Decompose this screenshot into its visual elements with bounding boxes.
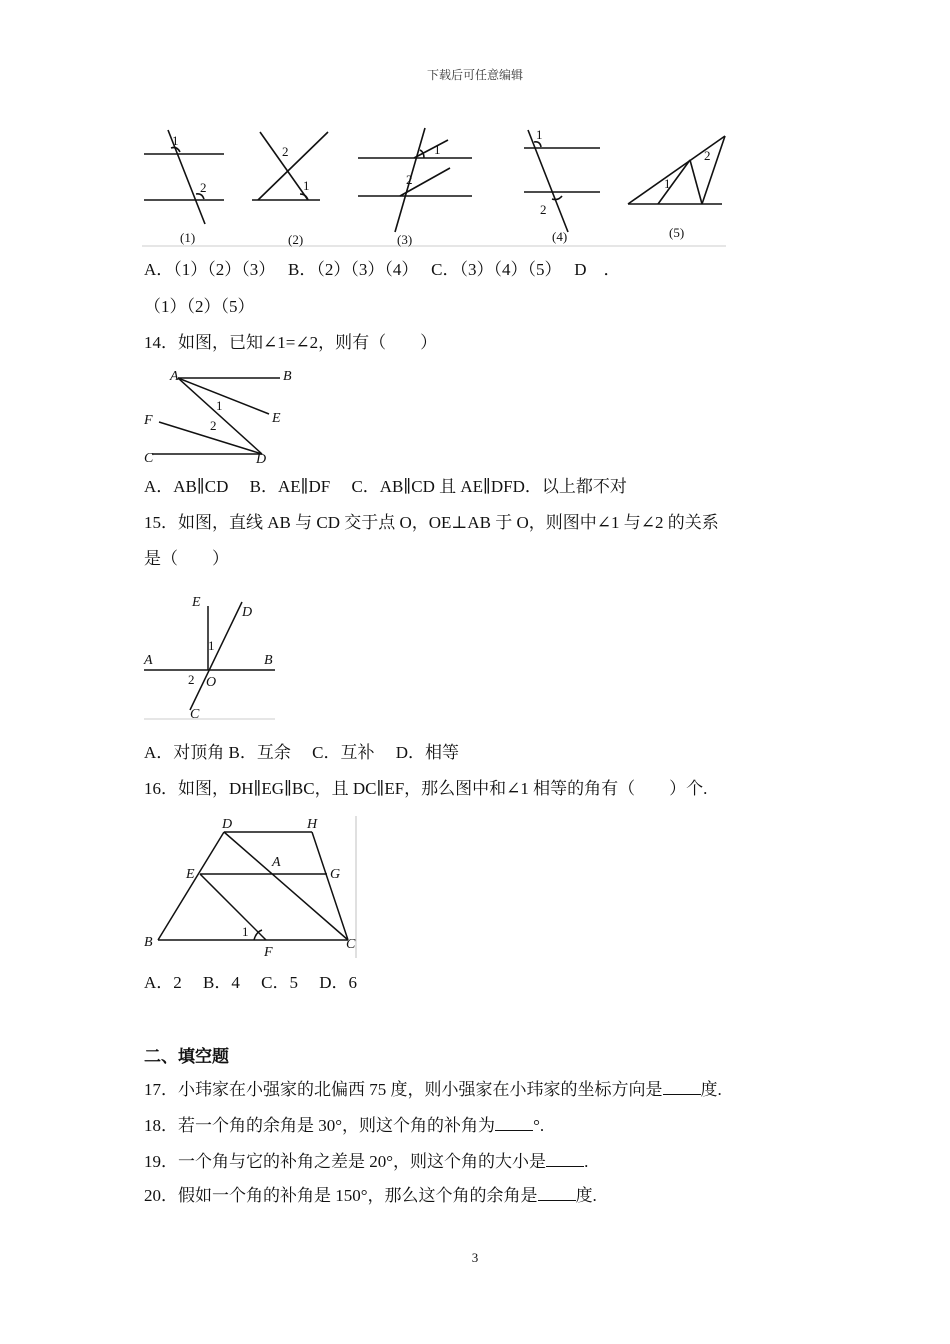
svg-text:1: 1 (536, 127, 543, 142)
svg-text:1: 1 (172, 133, 179, 148)
svg-text:2: 2 (540, 202, 547, 217)
q15-stem-line1: 15．如图，直线 AB 与 CD 交于点 O，OE⊥AB 于 O，则图中∠1 与∠2 的关系 (144, 513, 719, 532)
angle-1: 1 (208, 638, 215, 653)
svg-text:1: 1 (434, 142, 441, 157)
svg-text:1: 1 (664, 176, 671, 191)
fig-caption-2: (2) (288, 232, 304, 247)
svg-text:2: 2 (200, 180, 207, 195)
q13-options-line1: A．（1）（2）（3） B．（2）（3）（4） C．（3）（4）（5） D ． (144, 260, 621, 279)
page-header: 下载后可任意编辑 (426, 68, 523, 82)
q19-blank[interactable] (546, 1150, 584, 1167)
angle-1: 1 (242, 924, 249, 939)
label-C: C (190, 707, 200, 722)
label-A: A (144, 653, 153, 668)
q14-options: A．AB∥CD B．AE∥DF C．AB∥CD 且 AE∥DFD．以上都不对 (144, 477, 627, 496)
q18-text: 18．若一个角的余角是 30°，则这个角的补角为 (144, 1116, 496, 1135)
q15-stem-line2: 是（ ） (144, 549, 229, 568)
q17-suffix: 度. (700, 1080, 722, 1099)
label-A: A (272, 855, 281, 870)
label-A: A (170, 369, 179, 384)
svg-text:2: 2 (406, 172, 413, 187)
q14-stem: 14．如图，已知∠1=∠2，则有（ ） (144, 333, 438, 352)
label-F: F (264, 945, 273, 960)
fig-caption-3: (3) (397, 232, 413, 247)
label-B: B (144, 935, 153, 950)
angle-1: 1 (216, 398, 223, 413)
q19-suffix: . (584, 1152, 589, 1171)
label-F: F (144, 413, 153, 428)
q17-blank[interactable] (663, 1078, 701, 1095)
q13-options-line2: （1）（2）（5） (144, 297, 255, 316)
q18-suffix: °. (533, 1116, 545, 1135)
label-B: B (264, 653, 273, 668)
label-E: E (272, 411, 281, 426)
label-D: D (256, 452, 267, 467)
section-title: 二、填空题 (144, 1047, 229, 1066)
label-E: E (192, 595, 201, 610)
label-C: C (346, 937, 356, 952)
fig-caption-4: (4) (552, 229, 568, 244)
q18 (144, 1114, 544, 1137)
label-G: G (330, 867, 341, 882)
q15-options: A．对顶角 B．互余 C．互补 D．相等 (144, 743, 459, 762)
fig-caption-1: (1) (180, 230, 196, 245)
label-O: O (206, 675, 217, 690)
svg-text:2: 2 (704, 148, 711, 163)
q16-figure (142, 814, 362, 960)
q20-blank[interactable] (538, 1184, 576, 1201)
svg-text:1: 1 (303, 178, 310, 193)
q14-figure (142, 364, 297, 467)
q16-stem: 16．如图，DH∥EG∥BC，且 DC∥EF，那么图中和∠1 相等的角有（ ）个. (144, 779, 708, 798)
page-number: 3 (471, 1250, 479, 1265)
angle-2: 2 (210, 418, 217, 433)
q18-blank[interactable] (495, 1114, 533, 1131)
angle-2: 2 (188, 672, 195, 687)
q19 (144, 1150, 588, 1173)
q17-text: 17．小玮家在小强家的北偏西 75 度，则小强家在小玮家的坐标方向是 (144, 1080, 663, 1099)
q20 (144, 1184, 597, 1207)
q16-options: A．2 B．4 C．5 D．6 (144, 973, 357, 992)
q20-suffix: 度. (575, 1186, 597, 1205)
q19-text: 19．一个角与它的补角之差是 20°，则这个角的大小是 (144, 1152, 547, 1171)
label-B: B (283, 369, 292, 384)
fig-caption-5: (5) (669, 225, 685, 240)
q20-text: 20．假如一个角的补角是 150°，那么这个角的余角是 (144, 1186, 538, 1205)
label-E: E (186, 867, 195, 882)
label-D: D (222, 817, 233, 832)
label-H: H (307, 817, 318, 832)
svg-text:2: 2 (282, 144, 289, 159)
q13-figures (140, 124, 730, 249)
q15-figure (142, 590, 282, 722)
label-D: D (242, 605, 253, 620)
label-C: C (144, 451, 154, 466)
q17 (144, 1078, 722, 1101)
